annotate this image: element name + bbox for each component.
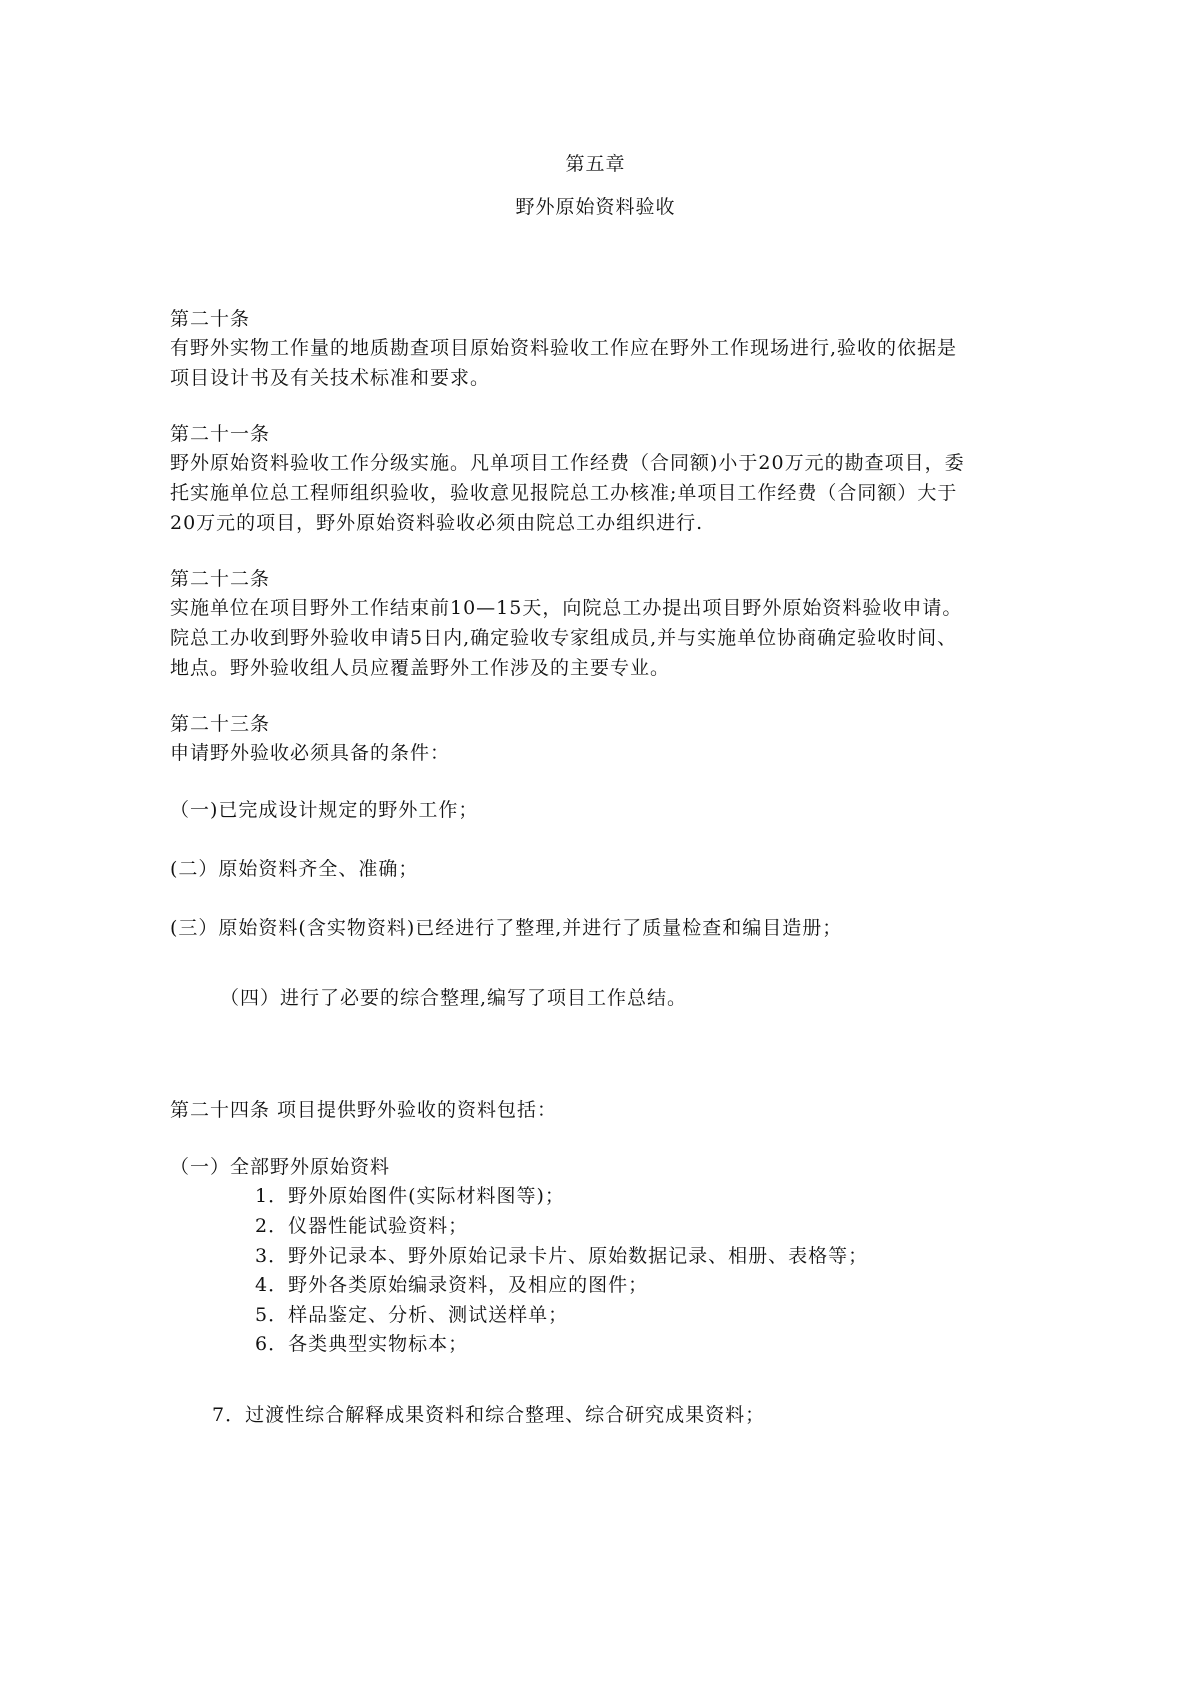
article-22-heading: 第二十二条 [170,568,271,590]
article-21-line: 托实施单位总工程师组织验收，验收意见报院总工办核准;单项目工作经费（合同额）大于 [170,482,958,504]
article-22-line: 地点。野外验收组人员应覆盖野外工作涉及的主要专业。 [170,657,671,679]
article-24-item-7: 7．过渡性综合解释成果资料和综合整理、综合研究成果资料； [212,1404,766,1426]
article-20-heading: 第二十条 [170,308,251,330]
article-20-line: 有野外实物工作量的地质勘查项目原始资料验收工作应在野外工作现场进行,验收的依据是 [170,337,958,359]
article-21-line: 20万元的项目，野外原始资料验收必须由院总工办组织进行. [170,512,704,534]
article-24-subheading: （一）全部野外原始资料 [170,1156,391,1178]
article-23-item: （一)已完成设计规定的野外工作； [170,799,479,821]
chapter-title: 野外原始资料验收 [515,196,676,218]
article-24-heading: 第二十四条 项目提供野外验收的资料包括： [170,1099,558,1121]
article-24-item: 1．野外原始图件(实际材料图等)； [255,1185,565,1207]
article-23-item: (三）原始资料(含实物资料)已经进行了整理,并进行了质量检查和编目造册； [170,917,843,939]
article-23-intro: 申请野外验收必须具备的条件： [170,742,451,764]
article-24-item: 6．各类典型实物标本； [255,1333,469,1355]
article-22-line: 实施单位在项目野外工作结束前10—15天，向院总工办提出项目野外原始资料验收申请。 [170,597,963,619]
article-24-item: 4．野外各类原始编录资料，及相应的图件； [255,1274,649,1296]
article-20-line: 项目设计书及有关技术标准和要求。 [170,367,491,389]
article-23-item: (二）原始资料齐全、准确； [170,858,419,880]
article-23-heading: 第二十三条 [170,713,271,735]
article-21-heading: 第二十一条 [170,423,271,445]
chapter-number: 第五章 [565,153,626,175]
article-24-item: 3．野外记录本、野外原始记录卡片、原始数据记录、相册、表格等； [255,1245,869,1267]
article-24-item: 2．仪器性能试验资料； [255,1215,469,1237]
article-24-item: 5．样品鉴定、分析、测试送样单； [255,1304,569,1326]
article-22-line: 院总工办收到野外验收申请5日内,确定验收专家组成员,并与实施单位协商确定验收时间、 [170,627,958,649]
article-21-line: 野外原始资料验收工作分级实施。凡单项目工作经费（合同额)小于20万元的勘查项目，委 [170,452,965,474]
article-23-item: （四）进行了必要的综合整理,编写了项目工作总结。 [220,987,688,1009]
